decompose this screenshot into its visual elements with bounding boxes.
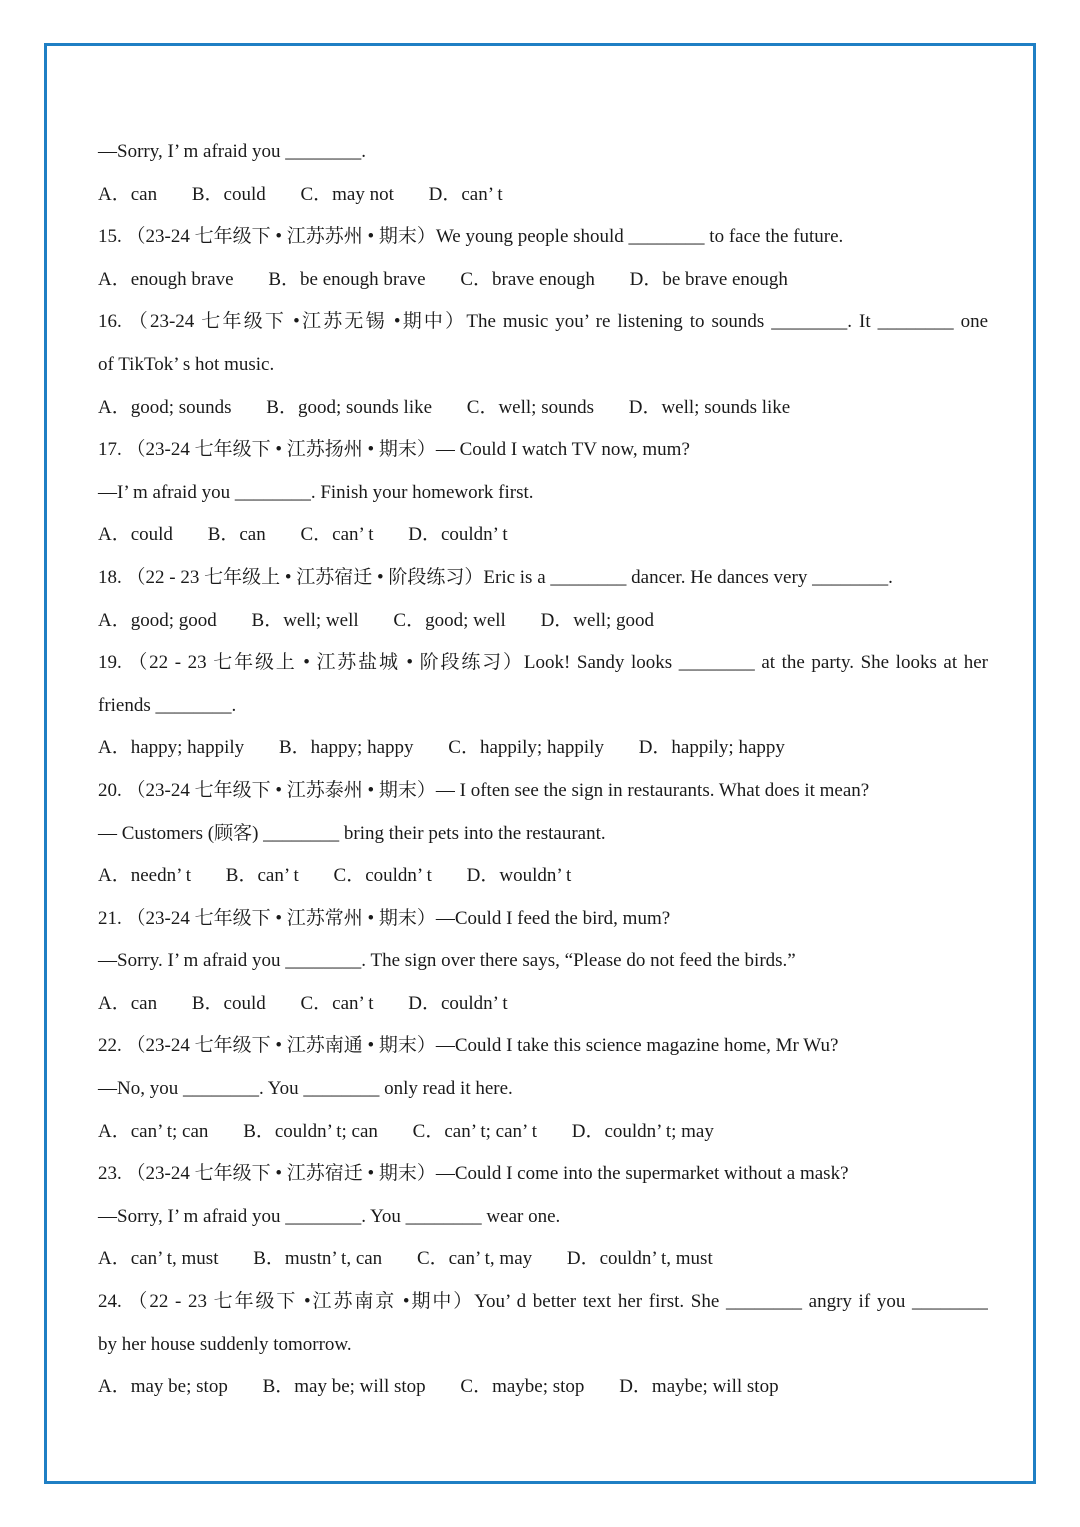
q23-option-c[interactable]: C．can’ t, may bbox=[416, 1248, 533, 1270]
q19-option-d[interactable]: D．happily; happy bbox=[638, 737, 785, 759]
q20-option-a[interactable]: A．needn’ t bbox=[98, 865, 192, 887]
q14-option-c[interactable]: C．may not bbox=[300, 183, 394, 205]
q15-option-b[interactable]: B．be enough brave bbox=[268, 268, 426, 290]
q19-options bbox=[98, 727, 988, 770]
q16-stem-line2: of TikTok’ s hot music. bbox=[98, 353, 275, 375]
q24-stem-line1: 24. （22 - 23 七年级下 •江苏南京 •期中）You’ d better text her first. She ________ angry if you ________ bbox=[98, 1291, 988, 1313]
q21-answer-line: —Sorry. I’ m afraid you ________. The sign over there says, “Please do not feed the birds.” bbox=[98, 950, 796, 972]
q23-option-b[interactable]: B．mustn’ t, can bbox=[253, 1248, 383, 1270]
question-list bbox=[98, 131, 988, 1409]
q15-option-a[interactable]: A．enough brave bbox=[98, 268, 234, 290]
q17-option-c[interactable]: C．can’ t bbox=[300, 524, 374, 546]
q22-option-c[interactable]: C．can’ t; can’ t bbox=[412, 1120, 537, 1142]
q24-options bbox=[98, 1366, 988, 1409]
q24-option-b[interactable]: B．may be; will stop bbox=[262, 1376, 426, 1398]
q17-option-d[interactable]: D．couldn’ t bbox=[408, 524, 508, 546]
q15-option-c[interactable]: C．brave enough bbox=[460, 268, 595, 290]
q16-option-c[interactable]: C．well; sounds bbox=[466, 396, 594, 418]
q21-options bbox=[98, 983, 988, 1026]
q20-option-d[interactable]: D．wouldn’ t bbox=[466, 865, 572, 887]
q17-option-a[interactable]: A．could bbox=[98, 524, 173, 546]
q22-answer-line: —No, you ________. You ________ only read it here. bbox=[98, 1078, 513, 1100]
q18-option-a[interactable]: A．good; good bbox=[98, 609, 217, 631]
q18-options bbox=[98, 600, 988, 643]
q16-stem-line1: 16. （23-24 七年级下 •江苏无锡 •期中）The music you’ re listening to sounds ________. It ________ one bbox=[98, 311, 988, 333]
q14-option-d[interactable]: D．can’ t bbox=[428, 183, 503, 205]
q21-option-d[interactable]: D．couldn’ t bbox=[408, 992, 508, 1014]
q17-option-b[interactable]: B．can bbox=[207, 524, 266, 546]
q19-option-b[interactable]: B．happy; happy bbox=[278, 737, 414, 759]
q20-answer-line: — Customers (顾客) ________ bring their pets into the restaurant. bbox=[98, 822, 606, 844]
q14-option-a[interactable]: A．can bbox=[98, 183, 158, 205]
q24-option-a[interactable]: A．may be; stop bbox=[98, 1376, 228, 1398]
q18-option-b[interactable]: B．well; well bbox=[251, 609, 359, 631]
q17-options bbox=[98, 514, 988, 557]
q24-stem-line2: by her house suddenly tomorrow. bbox=[98, 1333, 352, 1355]
q16-option-a[interactable]: A．good; sounds bbox=[98, 396, 232, 418]
q22-option-d[interactable]: D．couldn’ t; may bbox=[571, 1120, 714, 1142]
q22-stem: 22. （23-24 七年级下 • 江苏南通 • 期末）—Could I take this science magazine home, Mr Wu? bbox=[98, 1035, 839, 1057]
q18-stem: 18. （22 - 23 七年级上 • 江苏宿迁 • 阶段练习）Eric is a ________ dancer. He dances very ________. bbox=[98, 566, 893, 588]
q21-option-c[interactable]: C．can’ t bbox=[300, 992, 374, 1014]
q16-option-b[interactable]: B．good; sounds like bbox=[266, 396, 433, 418]
q21-option-b[interactable]: B．could bbox=[191, 992, 266, 1014]
q18-option-c[interactable]: C．good; well bbox=[393, 609, 506, 631]
q14-option-b[interactable]: B．could bbox=[191, 183, 266, 205]
q16-option-d[interactable]: D．well; sounds like bbox=[628, 396, 791, 418]
q19-stem-line2: friends ________. bbox=[98, 694, 237, 716]
q21-option-a[interactable]: A．can bbox=[98, 992, 158, 1014]
q22-options bbox=[98, 1111, 988, 1154]
q23-option-a[interactable]: A．can’ t, must bbox=[98, 1248, 219, 1270]
q23-option-d[interactable]: D．couldn’ t, must bbox=[566, 1248, 713, 1270]
q23-options bbox=[98, 1238, 988, 1281]
q15-option-d[interactable]: D．be brave enough bbox=[629, 268, 788, 290]
q22-option-a[interactable]: A．can’ t; can bbox=[98, 1120, 209, 1142]
q24-option-d[interactable]: D．maybe; will stop bbox=[619, 1376, 779, 1398]
q20-option-b[interactable]: B．can’ t bbox=[225, 865, 299, 887]
q20-option-c[interactable]: C．couldn’ t bbox=[333, 865, 432, 887]
q17-answer-line: —I’ m afraid you ________. Finish your homework first. bbox=[98, 481, 534, 503]
q22-option-b[interactable]: B．couldn’ t; can bbox=[243, 1120, 378, 1142]
q15-stem: 15. （23-24 七年级下 • 江苏苏州 • 期末）We young people should ________ to face the future. bbox=[98, 226, 844, 248]
q23-answer-line: —Sorry, I’ m afraid you ________. You ________ wear one. bbox=[98, 1205, 561, 1227]
q16-options bbox=[98, 387, 988, 430]
q14-options bbox=[98, 174, 988, 217]
q20-stem: 20. （23-24 七年级下 • 江苏泰州 • 期末）— I often see the sign in restaurants. What does it mean? bbox=[98, 779, 870, 801]
q17-stem: 17. （23-24 七年级下 • 江苏扬州 • 期末）— Could I watch TV now, mum? bbox=[98, 439, 690, 461]
q20-options bbox=[98, 855, 988, 898]
q23-stem: 23. （23-24 七年级下 • 江苏宿迁 • 期末）—Could I come into the supermarket without a mask? bbox=[98, 1163, 849, 1185]
q19-option-a[interactable]: A．happy; happily bbox=[98, 737, 245, 759]
q24-option-c[interactable]: C．maybe; stop bbox=[460, 1376, 585, 1398]
q18-option-d[interactable]: D．well; good bbox=[540, 609, 655, 631]
q19-stem-line1: 19. （22 - 23 七年级上 • 江苏盐城 • 阶段练习）Look! Sandy looks ________ at the party. She looks at her bbox=[98, 652, 988, 674]
q14-answer-line: —Sorry, I’ m afraid you ________. bbox=[98, 141, 367, 162]
q19-option-c[interactable]: C．happily; happily bbox=[448, 737, 604, 759]
q21-stem: 21. （23-24 七年级下 • 江苏常州 • 期末）—Could I feed the bird, mum? bbox=[98, 907, 671, 929]
q15-options bbox=[98, 259, 988, 302]
